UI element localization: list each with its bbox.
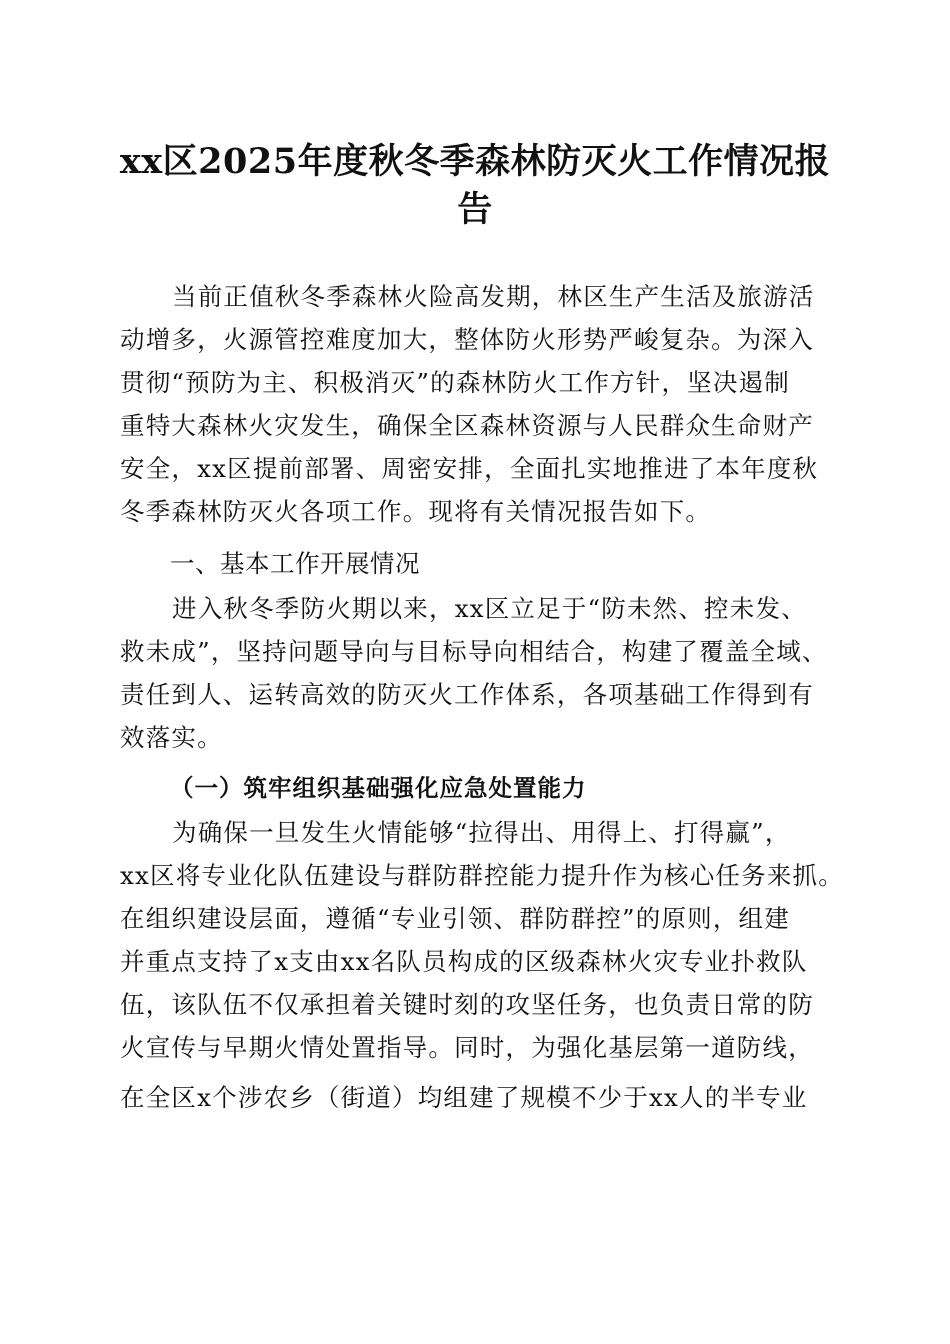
- subsection-heading: （一）筑牢组织基础强化应急处置能力: [170, 774, 587, 802]
- paragraph-line: 在组织建设层面，遵循“专业引领、群防群控”的原则，组建: [120, 904, 790, 933]
- paragraph-line: 贯彻“预防为主、积极消灭”的森林防火工作方针，坚决遏制: [120, 368, 790, 397]
- paragraph-line: 动增多，火源管控难度加大，整体防火形势严峻复杂。为深入: [120, 325, 814, 354]
- paragraph-line: 进入秋冬季防火期以来，xx区立足于“防未然、控未发、: [172, 594, 807, 623]
- paragraph-line: 并重点支持了x支由xx名队员构成的区级森林火灾专业扑救队: [120, 947, 808, 976]
- section-heading: 一、基本工作开展情况: [170, 549, 420, 578]
- paragraph-line: 责任到人、运转高效的防灭火工作体系，各项基础工作得到有: [120, 680, 814, 709]
- document-title: xx区2025年度秋冬季森林防灭火工作情况报告: [119, 141, 831, 230]
- paragraph-line: 伍，该队伍不仅承担着关键时刻的攻坚任务，也负责日常的防: [120, 990, 814, 1019]
- paragraph-line: 冬季森林防灭火各项工作。现将有关情况报告如下。: [120, 497, 712, 526]
- paragraph-line: 当前正值秋冬季森林火险高发期，林区生产生活及旅游活: [172, 282, 815, 311]
- paragraph-line: 在全区x个涉农乡（街道）均组建了规模不少于xx人的半专业: [120, 1083, 808, 1112]
- paragraph-line: 效落实。: [120, 723, 223, 752]
- paragraph-line: 重特大森林火灾发生，确保全区森林资源与人民群众生命财产: [120, 411, 814, 440]
- paragraph-line: xx区将专业化队伍建设与群防群控能力提升作为核心任务来抓。: [120, 861, 844, 890]
- paragraph-line: 为确保一旦发生火情能够“拉得出、用得上、打得赢”，: [172, 818, 791, 847]
- paragraph-line: 火宣传与早期火情处置指导。同时，为强化基层第一道防线，: [120, 1033, 814, 1062]
- paragraph-line: 安全，xx区提前部署、周密安排，全面扎实地推进了本年度秋: [120, 454, 819, 483]
- paragraph-line: 救未成”，坚持问题导向与目标导向相结合，构建了覆盖全域、: [120, 637, 828, 666]
